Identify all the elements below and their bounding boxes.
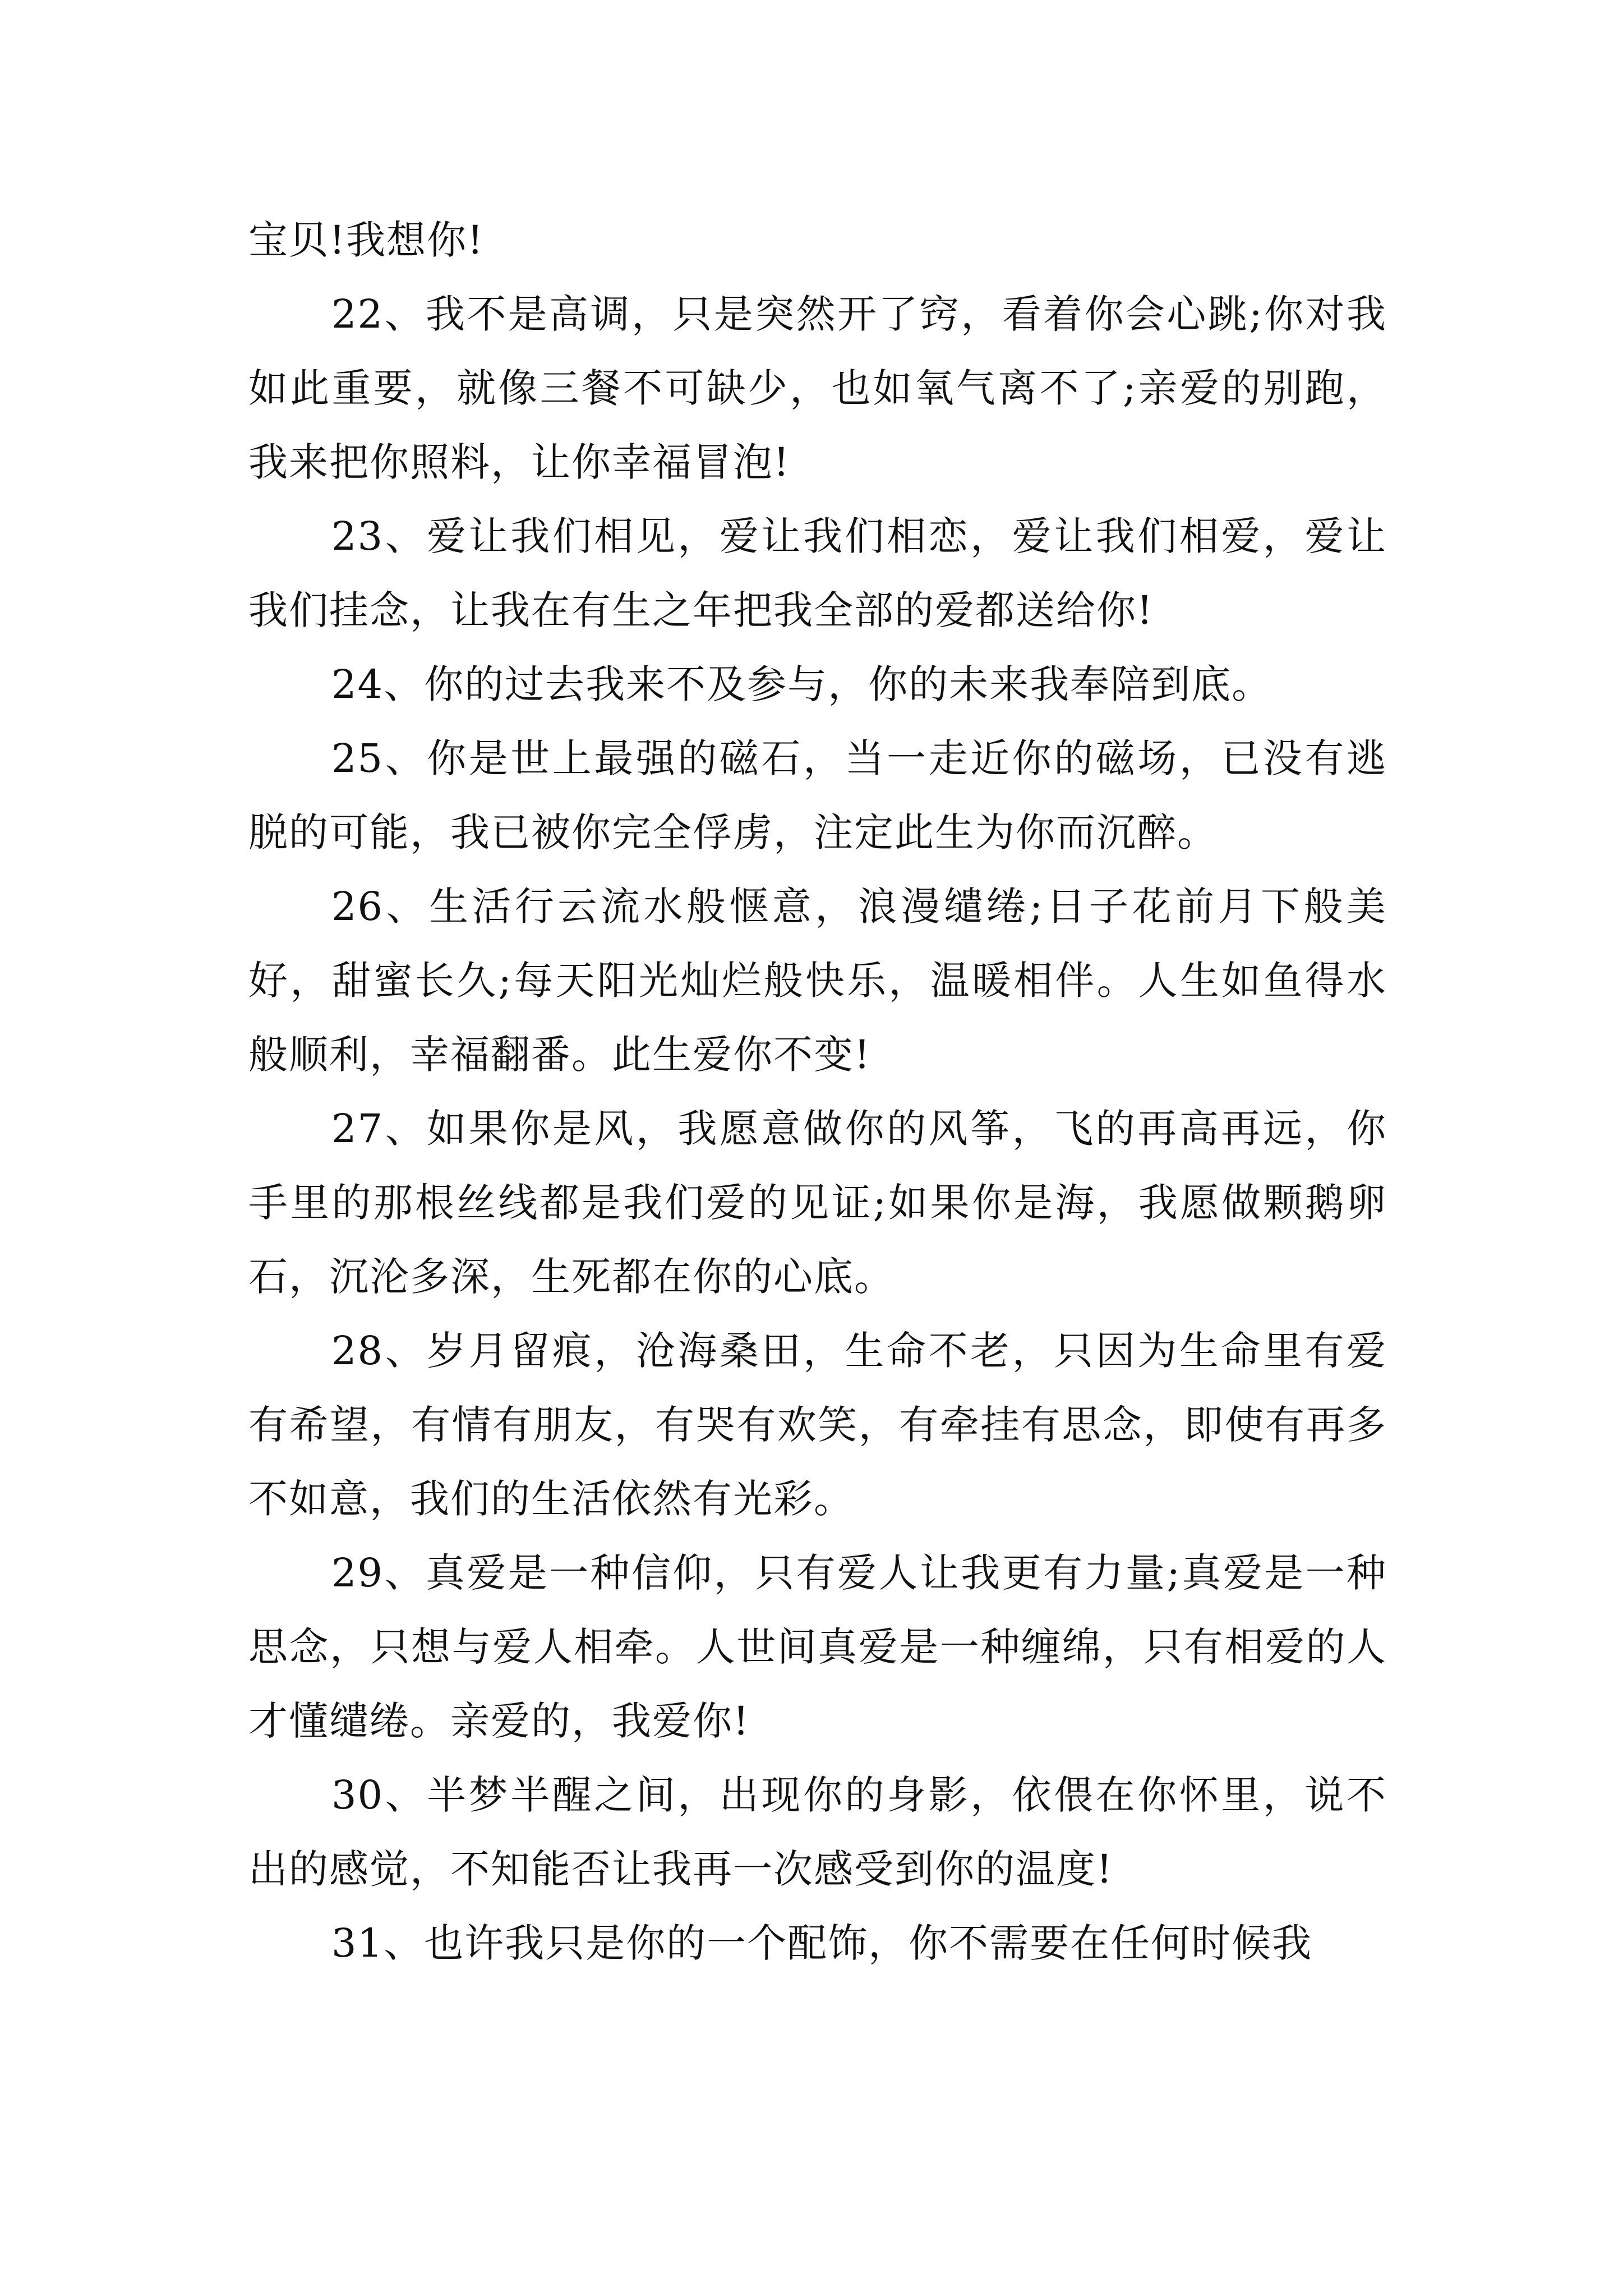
paragraph-23: 23、爱让我们相见，爱让我们相恋，爱让我们相爱，爱让我们挂念，让我在有生之年把我全部的爱都送给你! (248, 513, 1387, 633)
paragraph-31: 31、也许我只是你的一个配饰，你不需要在任何时候我 (331, 1920, 1313, 1966)
document-body (248, 203, 1387, 1980)
paragraph-27: 27、如果你是风，我愿意做你的风筝，飞的再高再远，你手里的那根丝线都是我们爱的见证;如果你是海，我愿做颗鹅卵石，沉沦多深，生死都在你的心底。 (248, 1106, 1387, 1300)
paragraph-24: 24、你的过去我来不及参与，你的未来我奉陪到底。 (331, 661, 1272, 707)
paragraph-continuation: 宝贝!我想你! (248, 217, 485, 263)
paragraph-29: 29、真爱是一种信仰，只有爱人让我更有力量;真爱是一种思念，只想与爱人相牵。人世间真爱是一种缠绵，只有相爱的人才懂缱绻。亲爱的，我爱你! (248, 1550, 1387, 1744)
paragraph-22: 22、我不是高调，只是突然开了窍，看着你会心跳;你对我如此重要，就像三餐不可缺少，也如氧气离不了;亲爱的别跑，我来把你照料，让你幸福冒泡! (248, 291, 1387, 485)
paragraph-30: 30、半梦半醒之间，出现你的身影，依偎在你怀里，说不出的感觉，不知能否让我再一次感受到你的温度! (248, 1772, 1387, 1892)
paragraph-26: 26、生活行云流水般惬意，浪漫缱绻;日子花前月下般美好，甜蜜长久;每天阳光灿烂般快乐，温暖相伴。人生如鱼得水般顺利，幸福翻番。此生爱你不变! (248, 884, 1387, 1078)
paragraph-25: 25、你是世上最强的磁石，当一走近你的磁场，已没有逃脱的可能，我已被你完全俘虏，注定此生为你而沉醉。 (248, 735, 1387, 855)
paragraph-28: 28、岁月留痕，沧海桑田，生命不老，只因为生命里有爱有希望，有情有朋友，有哭有欢笑，有牵挂有思念，即使有再多不如意，我们的生活依然有光彩。 (248, 1328, 1387, 1522)
